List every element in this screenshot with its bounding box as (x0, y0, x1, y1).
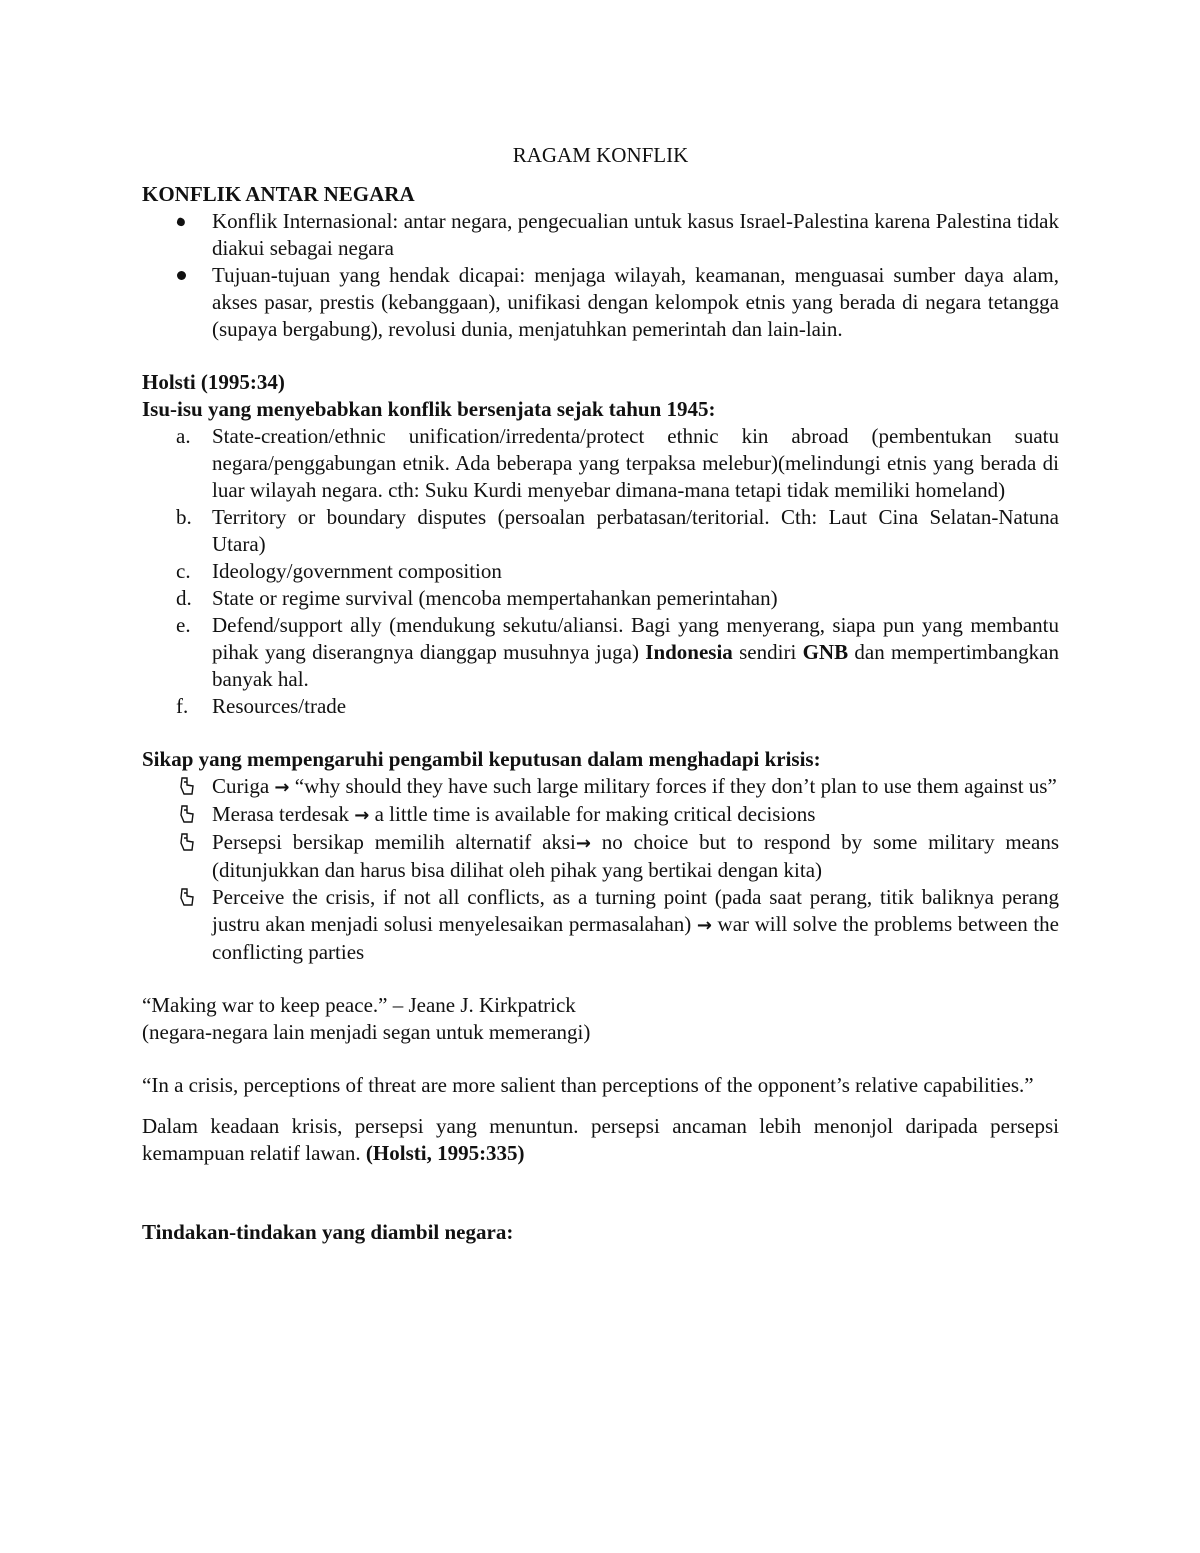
list-item: Perceive the crisis, if not all conflicts, as a turning point (pada saat perang, titik baliknya perang justru akan menjadi solusi menyelesaikan permasalahan) → war will solve the problems between the conflicting parties (142, 884, 1059, 966)
document-page (142, 142, 1059, 1246)
section-subheading-isu: Isu-isu yang menyebabkan konflik bersenjata sejak tahun 1945: (142, 397, 716, 421)
section-heading-tindakan: Tindakan-tindakan yang diambil negara: (142, 1220, 514, 1244)
pointing-hand-icon (178, 832, 196, 852)
list-item: Persepsi bersikap memilih alternatif aksi→ no choice but to respond by some military means (ditunjukkan dan harus bisa dilihat oleh pihak yang bertikai dengan kita) (142, 829, 1059, 884)
pointing-hand-icon (178, 887, 196, 907)
list-marker: c. (176, 559, 191, 583)
list-item: d. State or regime survival (mencoba mempertahankan pemerintahan) (176, 586, 778, 610)
list-item: a. State-creation/ethnic unification/irredenta/protect ethnic kin abroad (pembentukan suatu negara/penggabungan etnik. Ada beberapa yang terpaksa melebur)(melindungi etnis yang berada di luar wilayah negara. cth: Suku Kurdi menyebar dimana-mana tetapi tidak memiliki homeland) (176, 424, 1059, 502)
arrow-right-icon: → (575, 833, 591, 854)
section-heading-sikap: Sikap yang mempengaruhi pengambil keputusan dalam menghadapi krisis: (142, 747, 821, 771)
list-marker: f. (176, 694, 189, 718)
quote-kirkpatrick: “Making war to keep peace.” – Jeane J. Kirkpatrick (142, 993, 576, 1017)
bold-term-indonesia: Indonesia (645, 640, 733, 664)
quote-kirkpatrick-note: (negara-negara lain menjadi segan untuk memerangi) (142, 1020, 591, 1044)
list-item: e. Defend/support ally (mendukung sekutu/aliansi. Bagi yang menyerang, siapa pun yang membantu pihak yang diserangnya dianggap musuhnya juga) Indonesia sendiri GNB dan mempertimbangkan banyak hal. (176, 613, 1060, 691)
citation-holsti: (Holsti, 1995:335) (365, 1141, 525, 1165)
quote-crisis-translation: Dalam keadaan krisis, persepsi yang menuntun. persepsi ancaman lebih menonjol daripada persepsi kemampuan relatif lawan. (Holsti, 1995:335) (142, 1114, 1059, 1165)
list-item: b. Territory or boundary disputes (persoalan perbatasan/teritorial. Cth: Laut Cina Selatan-Natuna Utara) (176, 505, 1059, 556)
bold-term-gnb: GNB (802, 640, 849, 664)
bullet-icon (177, 271, 186, 280)
attitude-list (142, 773, 1059, 966)
pointing-hand-icon (178, 804, 196, 824)
arrow-right-icon: → (696, 915, 712, 936)
page-title: RAGAM KONFLIK (512, 143, 689, 167)
list-item: f. Resources/trade (176, 694, 347, 718)
list-item: c. Ideology/government composition (176, 559, 502, 583)
list-item: Merasa terdesak → a little time is available for making critical decisions (142, 801, 1059, 829)
list-item: Tujuan-tujuan yang hendak dicapai: menjaga wilayah, keamanan, menguasai sumber daya alam, akses pasar, prestis (kebanggaan), unifikasi dengan kelompok etnis yang berada di negara tetangga (supaya bergabung), revolusi dunia, menjatuhkan pemerintah dan lain-lain. (142, 262, 1059, 343)
section-heading-konflik-antar-negara: KONFLIK ANTAR NEGARA (142, 182, 415, 206)
list-marker: a. (176, 424, 191, 448)
section-heading-holsti: Holsti (1995:34) (142, 370, 285, 394)
issues-list (142, 423, 1059, 720)
pointing-hand-icon (178, 776, 196, 796)
list-marker: d. (176, 586, 192, 610)
list-marker: e. (176, 613, 191, 637)
list-marker: b. (176, 505, 192, 529)
list-item: Curiga → “why should they have such large military forces if they don’t plan to use them against us” (142, 773, 1059, 801)
list-item: Konflik Internasional: antar negara, pengecualian untuk kasus Israel-Palestina karena Palestina tidak diakui sebagai negara (142, 208, 1059, 262)
bullet-icon (176, 217, 186, 227)
bullet-list (142, 208, 1059, 343)
arrow-right-icon: → (354, 805, 370, 826)
quote-crisis: “In a crisis, perceptions of threat are more salient than perceptions of the opponent’s relative capabilities.” (142, 1073, 1034, 1097)
arrow-right-icon: → (274, 777, 290, 798)
